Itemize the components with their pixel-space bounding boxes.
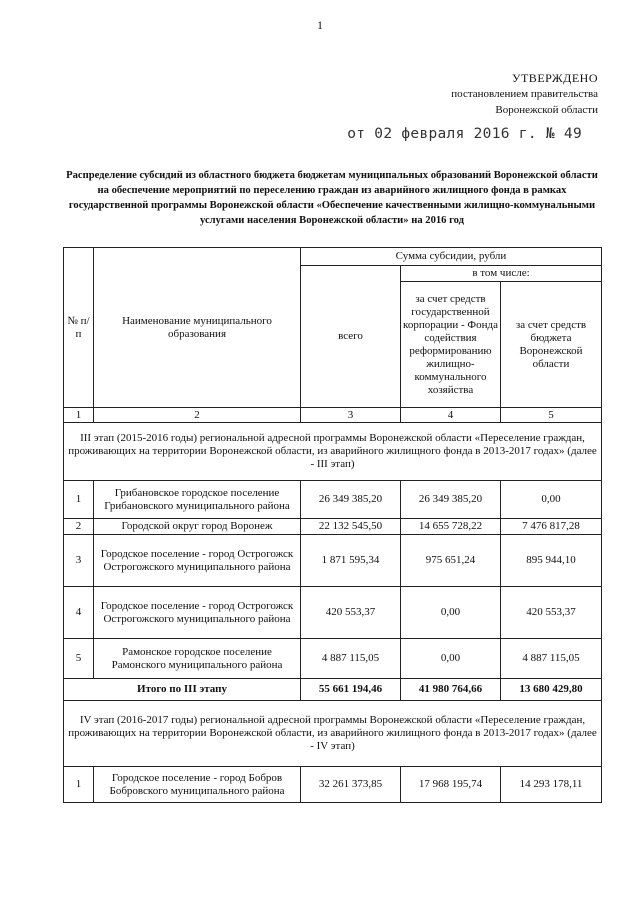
header-fund: за счет средств государственной корпорации - Фонда содействия реформированию жилищно-коммунального хозяйства [401, 282, 501, 408]
subsidy-table [63, 247, 602, 803]
row-name: Городское поселение - город Бобров Бобровского муниципального района [94, 767, 301, 803]
total-fund: 41 980 764,66 [401, 679, 501, 701]
stage-3-title: III этап (2015-2016 годы) региональной адресной программы Воронежской области «Переселение граждан, проживающих на территории Воронежской области, из аварийного жилищного фонда в 2013-2017 годах» (далее - III этап) [64, 423, 602, 481]
row-number: 4 [64, 587, 94, 639]
col-number: 4 [401, 408, 501, 423]
row-budget: 420 553,37 [501, 587, 602, 639]
col-number: 5 [501, 408, 602, 423]
stage-4-title: IV этап (2016-2017 годы) региональной адресной программы Воронежской области «Переселение граждан, проживающих на территории Воронежской области, из аварийного жилищного фонда в 2013-2017 годах» (далее - IV этап) [64, 701, 602, 767]
header-total: всего [301, 266, 401, 408]
total-row-stage-3 [64, 679, 602, 701]
row-number: 3 [64, 535, 94, 587]
table-row [64, 519, 602, 535]
header-including: в том числе: [401, 266, 602, 282]
table-row [64, 481, 602, 519]
total-label: Итого по III этапу [64, 679, 301, 701]
header-name: Наименование муниципального образования [94, 248, 301, 408]
row-budget: 4 887 115,05 [501, 639, 602, 679]
row-fund: 0,00 [401, 639, 501, 679]
header-num: № п/п [64, 248, 94, 408]
row-budget: 14 293 178,11 [501, 767, 602, 803]
table-row [64, 587, 602, 639]
row-name: Городской округ город Воронеж [94, 519, 301, 535]
row-number: 1 [64, 481, 94, 519]
approval-line-2: Воронежской области [495, 104, 598, 116]
row-number: 1 [64, 767, 94, 803]
row-total: 420 553,37 [301, 587, 401, 639]
total-budget: 13 680 429,80 [501, 679, 602, 701]
row-total: 26 349 385,20 [301, 481, 401, 519]
row-name: Городское поселение - город Острогожск Острогожского муниципального района [94, 535, 301, 587]
row-fund: 17 968 195,74 [401, 767, 501, 803]
row-budget: 7 476 817,28 [501, 519, 602, 535]
col-number: 3 [301, 408, 401, 423]
approval-block [451, 70, 598, 118]
header-budget: за счет средств бюджета Воронежской области [501, 282, 602, 408]
row-total: 1 871 595,34 [301, 535, 401, 587]
table-row [64, 535, 602, 587]
col-number: 1 [64, 408, 94, 423]
document-title: Распределение субсидий из областного бюджета бюджетам муниципальных образований Воронежской области на обеспечение мероприятий по переселению граждан из аварийного жилищного фонда в рамках государственной программы Воронежской области «Обеспечение качественными жилищно-коммунальными услугами населения Воронежской области» на 2016 год [66, 170, 598, 226]
row-budget: 895 944,10 [501, 535, 602, 587]
row-fund: 14 655 728,22 [401, 519, 501, 535]
row-fund: 26 349 385,20 [401, 481, 501, 519]
approval-date: от 02 февраля 2016 г. № 49 [347, 126, 582, 142]
header-sum: Сумма субсидии, рубли [301, 248, 602, 266]
row-total: 22 132 545,50 [301, 519, 401, 535]
row-fund: 0,00 [401, 587, 501, 639]
col-number: 2 [94, 408, 301, 423]
row-name: Грибановское городское поселение Грибановского муниципального района [94, 481, 301, 519]
row-number: 5 [64, 639, 94, 679]
table-row [64, 639, 602, 679]
row-name: Рамонское городское поселение Рамонского муниципального района [94, 639, 301, 679]
page-number: 1 [317, 18, 323, 32]
approval-heading: УТВЕРЖДЕНО [511, 71, 598, 85]
table-row [64, 767, 602, 803]
row-name: Городское поселение - город Острогожск Острогожского муниципального района [94, 587, 301, 639]
row-budget: 0,00 [501, 481, 602, 519]
row-total: 4 887 115,05 [301, 639, 401, 679]
approval-line-1: постановлением правительства [451, 88, 598, 100]
row-total: 32 261 373,85 [301, 767, 401, 803]
row-fund: 975 651,24 [401, 535, 501, 587]
row-number: 2 [64, 519, 94, 535]
total-total: 55 661 194,46 [301, 679, 401, 701]
